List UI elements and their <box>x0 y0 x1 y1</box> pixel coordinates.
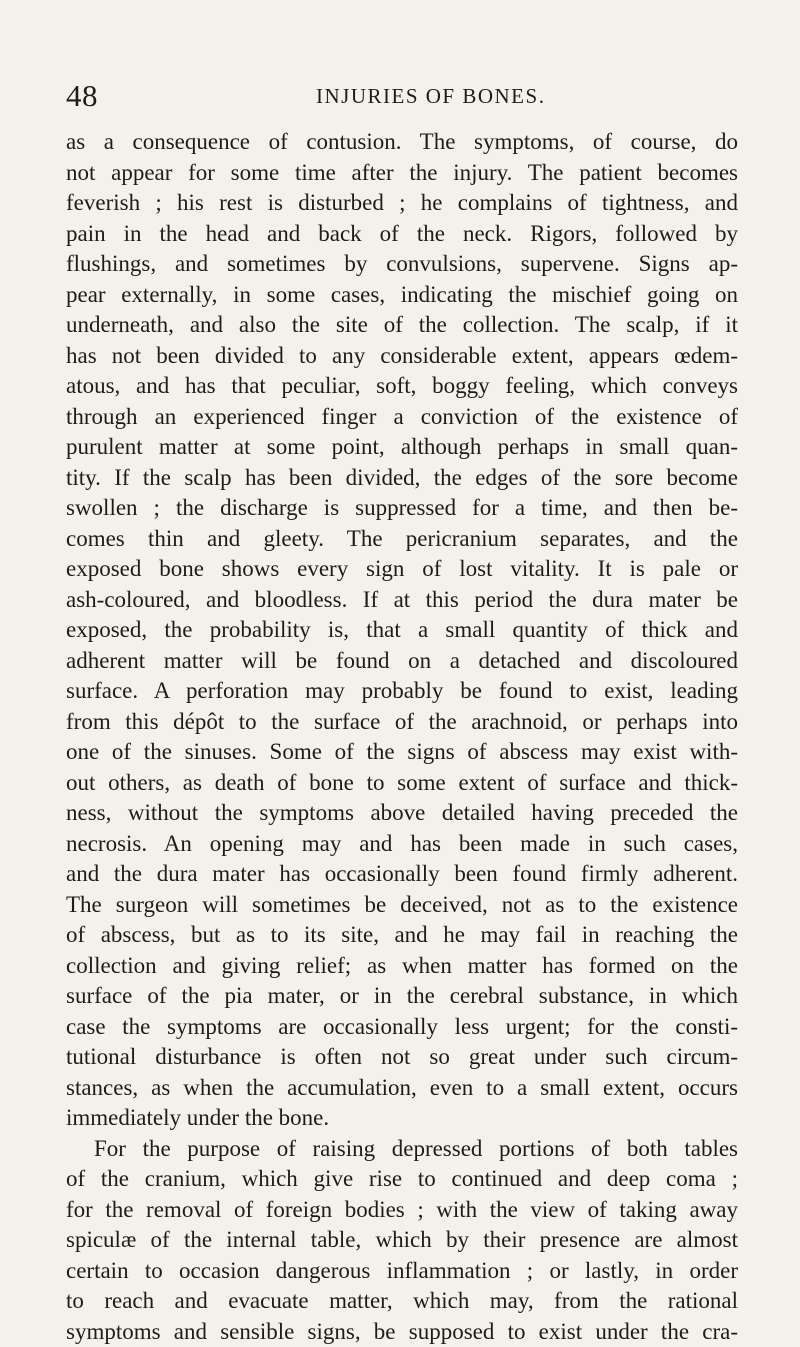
text-line: and the dura mater has occasionally been found firmly adherent. <box>66 859 738 890</box>
text-line: has not been divided to any considerable extent, appears œdem- <box>66 341 738 372</box>
text-line: comes thin and gleety. The pericranium separates, and the <box>66 524 738 555</box>
text-line: surface of the pia mater, or in the cerebral substance, in which <box>66 981 738 1012</box>
text-line: atous, and has that peculiar, soft, boggy feeling, which conveys <box>66 371 738 402</box>
text-line: to reach and evacuate matter, which may, from the rational <box>66 1286 738 1317</box>
text-line: pain in the head and back of the neck. Rigors, followed by <box>66 219 738 250</box>
text-line: spiculæ of the internal table, which by their presence are almost <box>66 1225 738 1256</box>
page-header <box>66 78 738 114</box>
text-line: tutional disturbance is often not so great under such circum- <box>66 1042 738 1073</box>
text-line: surface. A perforation may probably be found to exist, leading <box>66 676 738 707</box>
text-line: symptoms and sensible signs, be supposed to exist under the cra- <box>66 1317 738 1347</box>
text-line: of the cranium, which give rise to continued and deep coma ; <box>66 1164 738 1195</box>
text-line: exposed, the probability is, that a small quantity of thick and <box>66 615 738 646</box>
text-line: as a consequence of contusion. The symptoms, of course, do <box>66 127 738 158</box>
text-line: one of the sinuses. Some of the signs of abscess may exist with- <box>66 737 738 768</box>
paragraph-start-line: For the purpose of raising depressed portions of both tables <box>66 1134 738 1165</box>
text-line: certain to occasion dangerous inflammation ; or lastly, in order <box>66 1256 738 1287</box>
text-line: pear externally, in some cases, indicating the mischief going on <box>66 280 738 311</box>
text-line: not appear for some time after the injury. The patient becomes <box>66 158 738 189</box>
text-line: tity. If the scalp has been divided, the edges of the sore become <box>66 463 738 494</box>
text-line: purulent matter at some point, although perhaps in small quan- <box>66 432 738 463</box>
text-line: stances, as when the accumulation, even to a small extent, occurs <box>66 1073 738 1104</box>
running-head: INJURIES OF BONES. <box>316 78 545 114</box>
text-line: underneath, and also the site of the collection. The scalp, if it <box>66 310 738 341</box>
text-line: feverish ; his rest is disturbed ; he complains of tightness, and <box>66 188 738 219</box>
text-line: ness, without the symptoms above detailed having preceded the <box>66 798 738 829</box>
text-line: flushings, and sometimes by convulsions, supervene. Signs ap- <box>66 249 738 280</box>
paragraph-end-line: immediately under the bone. <box>66 1103 738 1134</box>
text-line: case the symptoms are occasionally less urgent; for the consti- <box>66 1012 738 1043</box>
body-text <box>66 127 738 1347</box>
page-number: 48 <box>66 78 98 114</box>
text-line: swollen ; the discharge is suppressed for a time, and then be- <box>66 493 738 524</box>
text-line: exposed bone shows every sign of lost vitality. It is pale or <box>66 554 738 585</box>
text-line: out others, as death of bone to some extent of surface and thick- <box>66 768 738 799</box>
text-line: adherent matter will be found on a detached and discoloured <box>66 646 738 677</box>
text-line: of abscess, but as to its site, and he may fail in reaching the <box>66 920 738 951</box>
text-line: The surgeon will sometimes be deceived, not as to the existence <box>66 890 738 921</box>
text-line: collection and giving relief; as when matter has formed on the <box>66 951 738 982</box>
text-line: through an experienced finger a conviction of the existence of <box>66 402 738 433</box>
text-line: from this dépôt to the surface of the arachnoid, or perhaps into <box>66 707 738 738</box>
text-line: for the removal of foreign bodies ; with the view of taking away <box>66 1195 738 1226</box>
text-line: necrosis. An opening may and has been made in such cases, <box>66 829 738 860</box>
text-line: ash-coloured, and bloodless. If at this period the dura mater be <box>66 585 738 616</box>
